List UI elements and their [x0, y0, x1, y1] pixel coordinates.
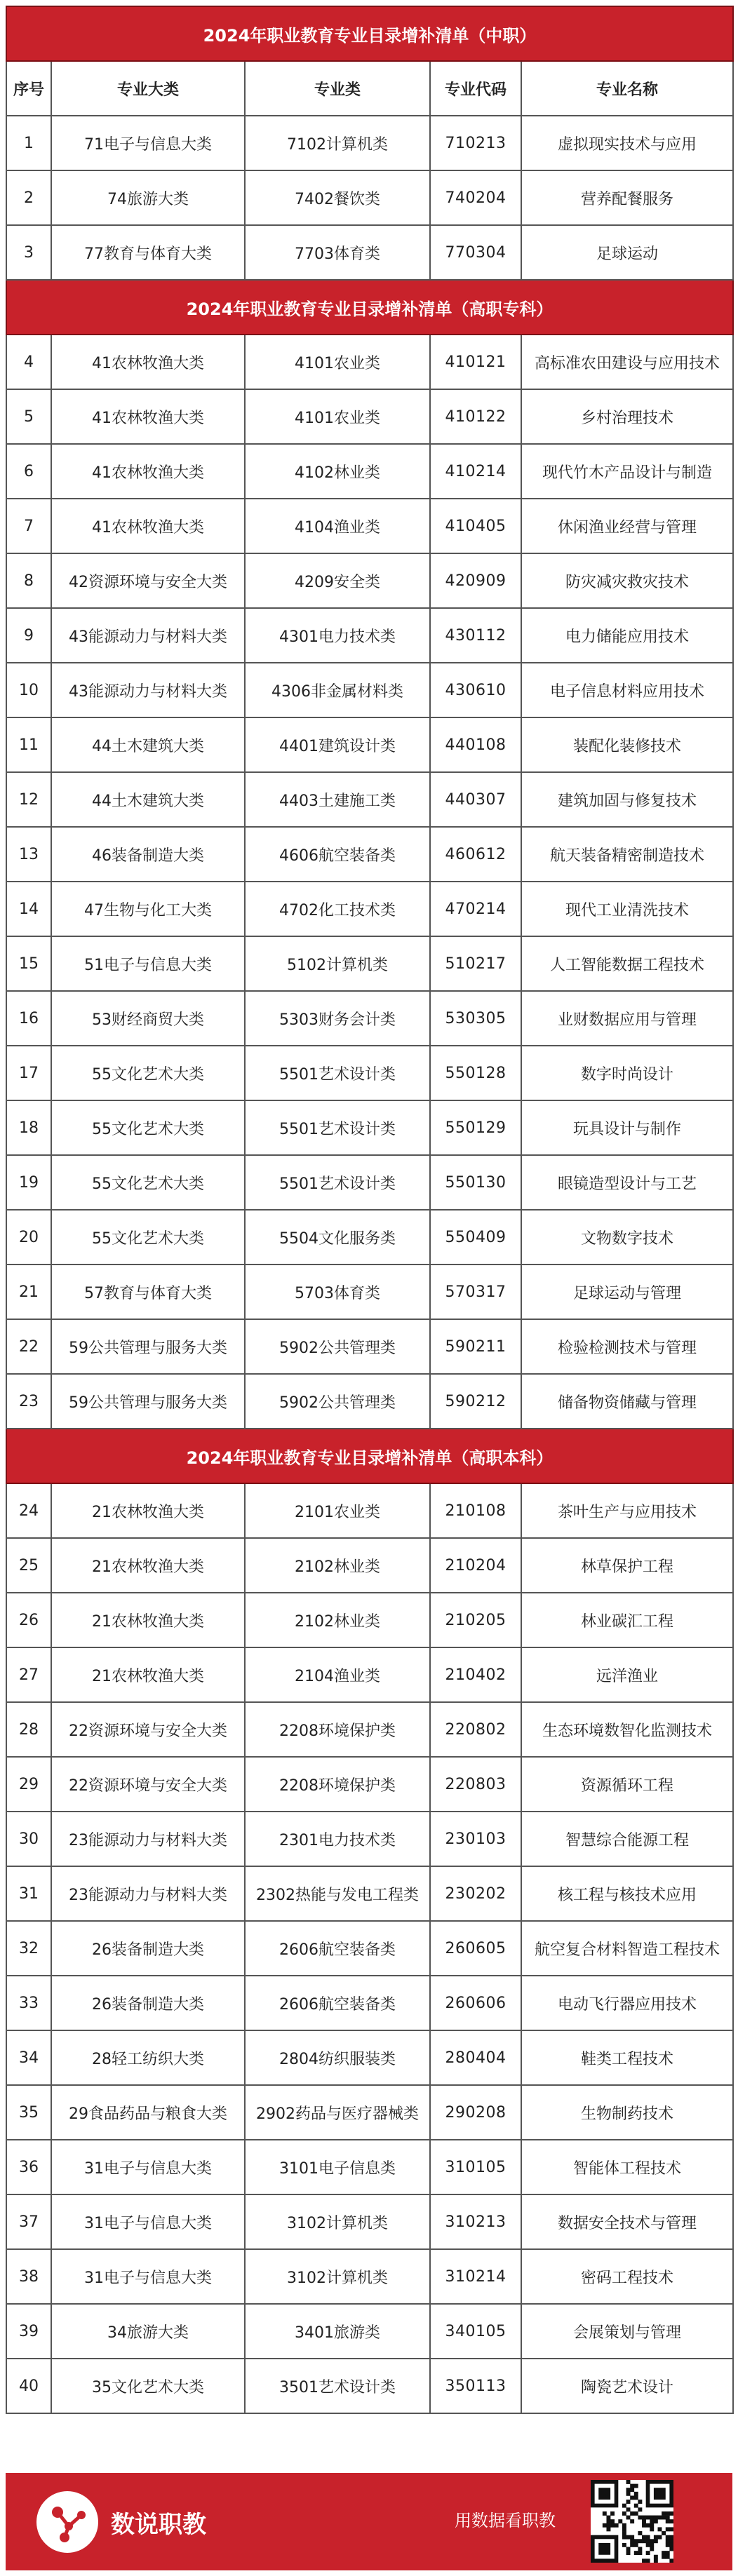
- row-index-cell: 33: [6, 1976, 51, 2030]
- molecule-logo-icon: [36, 2491, 98, 2553]
- row-index-cell: 27: [6, 1647, 51, 1702]
- category-cell: 55文化艺术大类: [51, 1155, 245, 1210]
- subcategory-cell: 3102计算机类: [245, 2194, 430, 2249]
- category-cell: 23能源动力与材料大类: [51, 1866, 245, 1921]
- category-cell: 29食品药品与粮食大类: [51, 2085, 245, 2140]
- category-cell: 43能源动力与材料大类: [51, 608, 245, 663]
- major-code-cell: 510217: [430, 936, 521, 991]
- subcategory-cell: 5501艺术设计类: [245, 1155, 430, 1210]
- table-row: [6, 1538, 733, 1593]
- row-index-cell: 28: [6, 1702, 51, 1757]
- subcategory-cell: 4101农业类: [245, 389, 430, 444]
- major-code-cell: 470214: [430, 882, 521, 936]
- subcategory-cell: 4102林业类: [245, 444, 430, 499]
- major-name-cell: 业财数据应用与管理: [521, 991, 733, 1046]
- row-index-cell: 18: [6, 1100, 51, 1155]
- table-row: [6, 1155, 733, 1210]
- major-code-cell: 220802: [430, 1702, 521, 1757]
- subcategory-cell: 5902公共管理类: [245, 1319, 430, 1374]
- row-index-cell: 35: [6, 2085, 51, 2140]
- table-row: [6, 2085, 733, 2140]
- major-code-cell: 410121: [430, 335, 521, 389]
- subcategory-cell: 5501艺术设计类: [245, 1046, 430, 1100]
- row-index-cell: 17: [6, 1046, 51, 1100]
- table-row: [6, 1921, 733, 1976]
- row-index-cell: 3: [6, 225, 51, 280]
- major-name-cell: 远洋渔业: [521, 1647, 733, 1702]
- category-cell: 26装备制造大类: [51, 1921, 245, 1976]
- row-index-cell: 34: [6, 2030, 51, 2085]
- section-title: 2024年职业教育专业目录增补清单（高职本科）: [6, 1429, 733, 1483]
- subcategory-cell: 5303财务会计类: [245, 991, 430, 1046]
- subcategory-cell: 7402餐饮类: [245, 170, 430, 225]
- category-cell: 26装备制造大类: [51, 1976, 245, 2030]
- row-index-cell: 1: [6, 116, 51, 170]
- table-row: [6, 608, 733, 663]
- major-name-cell: 现代工业清洗技术: [521, 882, 733, 936]
- row-index-cell: 38: [6, 2249, 51, 2304]
- major-name-cell: 生物制药技术: [521, 2085, 733, 2140]
- section-title: 2024年职业教育专业目录增补清单（中职）: [6, 6, 733, 61]
- row-index-cell: 21: [6, 1265, 51, 1319]
- row-index-cell: 8: [6, 553, 51, 608]
- subcategory-cell: 2804纺织服装类: [245, 2030, 430, 2085]
- category-cell: 55文化艺术大类: [51, 1100, 245, 1155]
- major-code-cell: 550129: [430, 1100, 521, 1155]
- category-cell: 31电子与信息大类: [51, 2140, 245, 2194]
- major-code-cell: 740204: [430, 170, 521, 225]
- row-index-cell: 7: [6, 499, 51, 553]
- major-name-cell: 数据安全技术与管理: [521, 2194, 733, 2249]
- category-cell: 31电子与信息大类: [51, 2194, 245, 2249]
- category-cell: 55文化艺术大类: [51, 1046, 245, 1100]
- major-code-cell: 440307: [430, 772, 521, 827]
- category-cell: 41农林牧渔大类: [51, 335, 245, 389]
- table-row: [6, 116, 733, 170]
- row-index-cell: 30: [6, 1812, 51, 1866]
- major-code-cell: 350113: [430, 2359, 521, 2413]
- subcategory-cell: 4403土建施工类: [245, 772, 430, 827]
- major-code-cell: 340105: [430, 2304, 521, 2359]
- row-index-cell: 37: [6, 2194, 51, 2249]
- table-row: [6, 827, 733, 882]
- row-index-cell: 25: [6, 1538, 51, 1593]
- subcategory-cell: 5703体育类: [245, 1265, 430, 1319]
- major-code-cell: 260606: [430, 1976, 521, 2030]
- category-cell: 21农林牧渔大类: [51, 1483, 245, 1538]
- column-header: 专业类: [245, 61, 430, 116]
- table-row: [6, 2140, 733, 2194]
- major-code-cell: 590211: [430, 1319, 521, 1374]
- category-cell: 51电子与信息大类: [51, 936, 245, 991]
- category-cell: 57教育与体育大类: [51, 1265, 245, 1319]
- row-index-cell: 11: [6, 717, 51, 772]
- table-row: [6, 991, 733, 1046]
- row-index-cell: 10: [6, 663, 51, 717]
- row-index-cell: 39: [6, 2304, 51, 2359]
- subcategory-cell: 2104渔业类: [245, 1647, 430, 1702]
- major-catalog-table: [6, 6, 734, 2414]
- subcategory-cell: 3401旅游类: [245, 2304, 430, 2359]
- major-name-cell: 智能体工程技术: [521, 2140, 733, 2194]
- category-cell: 44土木建筑大类: [51, 717, 245, 772]
- brand-name: 数说职教: [111, 2511, 206, 2539]
- row-index-cell: 23: [6, 1374, 51, 1429]
- major-name-cell: 人工智能数据工程技术: [521, 936, 733, 991]
- major-code-cell: 550128: [430, 1046, 521, 1100]
- major-name-cell: 文物数字技术: [521, 1210, 733, 1265]
- major-name-cell: 电子信息材料应用技术: [521, 663, 733, 717]
- category-cell: 22资源环境与安全大类: [51, 1702, 245, 1757]
- section-title: 2024年职业教育专业目录增补清单（高职专科）: [6, 280, 733, 335]
- major-name-cell: 林草保护工程: [521, 1538, 733, 1593]
- subcategory-cell: 4702化工技术类: [245, 882, 430, 936]
- major-name-cell: 会展策划与管理: [521, 2304, 733, 2359]
- subcategory-cell: 3101电子信息类: [245, 2140, 430, 2194]
- table-row: [6, 2359, 733, 2413]
- table-row: [6, 1319, 733, 1374]
- subcategory-cell: 4306非金属材料类: [245, 663, 430, 717]
- table-row: [6, 717, 733, 772]
- section-title-row: [6, 6, 733, 61]
- major-name-cell: 陶瓷艺术设计: [521, 2359, 733, 2413]
- major-name-cell: 航空复合材料智造工程技术: [521, 1921, 733, 1976]
- category-cell: 35文化艺术大类: [51, 2359, 245, 2413]
- subcategory-cell: 5902公共管理类: [245, 1374, 430, 1429]
- table-row: [6, 1100, 733, 1155]
- row-index-cell: 24: [6, 1483, 51, 1538]
- table-row: [6, 1265, 733, 1319]
- subcategory-cell: 2606航空装备类: [245, 1921, 430, 1976]
- major-code-cell: 770304: [430, 225, 521, 280]
- subcategory-cell: 3501艺术设计类: [245, 2359, 430, 2413]
- subcategory-cell: 2302热能与发电工程类: [245, 1866, 430, 1921]
- major-code-cell: 280404: [430, 2030, 521, 2085]
- table-row: [6, 663, 733, 717]
- table-row: [6, 225, 733, 280]
- major-code-cell: 260605: [430, 1921, 521, 1976]
- major-name-cell: 资源循环工程: [521, 1757, 733, 1812]
- category-cell: 41农林牧渔大类: [51, 444, 245, 499]
- major-name-cell: 建筑加固与修复技术: [521, 772, 733, 827]
- table-row: [6, 1593, 733, 1647]
- subcategory-cell: 2102林业类: [245, 1538, 430, 1593]
- major-code-cell: 530305: [430, 991, 521, 1046]
- row-index-cell: 31: [6, 1866, 51, 1921]
- major-name-cell: 防灾减灾救灾技术: [521, 553, 733, 608]
- major-name-cell: 电力储能应用技术: [521, 608, 733, 663]
- major-name-cell: 智慧综合能源工程: [521, 1812, 733, 1866]
- row-index-cell: 40: [6, 2359, 51, 2413]
- table-row: [6, 1210, 733, 1265]
- category-cell: 71电子与信息大类: [51, 116, 245, 170]
- category-cell: 21农林牧渔大类: [51, 1538, 245, 1593]
- major-code-cell: 710213: [430, 116, 521, 170]
- table-row: [6, 1976, 733, 2030]
- category-cell: 21农林牧渔大类: [51, 1593, 245, 1647]
- category-cell: 44土木建筑大类: [51, 772, 245, 827]
- section-title-row: [6, 1429, 733, 1483]
- subcategory-cell: 4606航空装备类: [245, 827, 430, 882]
- major-name-cell: 足球运动: [521, 225, 733, 280]
- major-code-cell: 210108: [430, 1483, 521, 1538]
- category-cell: 59公共管理与服务大类: [51, 1319, 245, 1374]
- major-name-cell: 核工程与核技术应用: [521, 1866, 733, 1921]
- table-row: [6, 772, 733, 827]
- column-header: 专业大类: [51, 61, 245, 116]
- table-row: [6, 2030, 733, 2085]
- column-header: 专业名称: [521, 61, 733, 116]
- table-row: [6, 2194, 733, 2249]
- major-name-cell: 高标准农田建设与应用技术: [521, 335, 733, 389]
- subcategory-cell: 5504文化服务类: [245, 1210, 430, 1265]
- major-name-cell: 乡村治理技术: [521, 389, 733, 444]
- subcategory-cell: 4101农业类: [245, 335, 430, 389]
- subcategory-cell: 4209安全类: [245, 553, 430, 608]
- major-name-cell: 现代竹木产品设计与制造: [521, 444, 733, 499]
- row-index-cell: 29: [6, 1757, 51, 1812]
- table-row: [6, 170, 733, 225]
- category-cell: 47生物与化工大类: [51, 882, 245, 936]
- qr-code-icon: [591, 2480, 673, 2563]
- row-index-cell: 4: [6, 335, 51, 389]
- major-code-cell: 230202: [430, 1866, 521, 1921]
- subcategory-cell: 2902药品与医疗器械类: [245, 2085, 430, 2140]
- major-code-cell: 460612: [430, 827, 521, 882]
- table-row: [6, 882, 733, 936]
- category-cell: 34旅游大类: [51, 2304, 245, 2359]
- footer-banner: [6, 2473, 732, 2570]
- category-cell: 41农林牧渔大类: [51, 499, 245, 553]
- subcategory-cell: 4401建筑设计类: [245, 717, 430, 772]
- table-row: [6, 2249, 733, 2304]
- major-name-cell: 生态环境数智化监测技术: [521, 1702, 733, 1757]
- major-code-cell: 230103: [430, 1812, 521, 1866]
- row-index-cell: 20: [6, 1210, 51, 1265]
- subcategory-cell: 4301电力技术类: [245, 608, 430, 663]
- major-code-cell: 570317: [430, 1265, 521, 1319]
- major-name-cell: 玩具设计与制作: [521, 1100, 733, 1155]
- table-row: [6, 1046, 733, 1100]
- major-name-cell: 装配化装修技术: [521, 717, 733, 772]
- major-code-cell: 410405: [430, 499, 521, 553]
- major-code-cell: 410122: [430, 389, 521, 444]
- major-name-cell: 足球运动与管理: [521, 1265, 733, 1319]
- major-code-cell: 210402: [430, 1647, 521, 1702]
- row-index-cell: 2: [6, 170, 51, 225]
- major-code-cell: 290208: [430, 2085, 521, 2140]
- subcategory-cell: 5102计算机类: [245, 936, 430, 991]
- category-cell: 77教育与体育大类: [51, 225, 245, 280]
- subcategory-cell: 2101农业类: [245, 1483, 430, 1538]
- category-cell: 42资源环境与安全大类: [51, 553, 245, 608]
- column-header: 专业代码: [430, 61, 521, 116]
- row-index-cell: 9: [6, 608, 51, 663]
- category-cell: 46装备制造大类: [51, 827, 245, 882]
- major-name-cell: 航天装备精密制造技术: [521, 827, 733, 882]
- major-code-cell: 430610: [430, 663, 521, 717]
- major-code-cell: 430112: [430, 608, 521, 663]
- category-cell: 31电子与信息大类: [51, 2249, 245, 2304]
- major-name-cell: 密码工程技术: [521, 2249, 733, 2304]
- major-code-cell: 590212: [430, 1374, 521, 1429]
- major-name-cell: 营养配餐服务: [521, 170, 733, 225]
- major-code-cell: 550409: [430, 1210, 521, 1265]
- row-index-cell: 36: [6, 2140, 51, 2194]
- major-name-cell: 休闲渔业经营与管理: [521, 499, 733, 553]
- major-name-cell: 数字时尚设计: [521, 1046, 733, 1100]
- subcategory-cell: 3102计算机类: [245, 2249, 430, 2304]
- category-cell: 21农林牧渔大类: [51, 1647, 245, 1702]
- major-code-cell: 220803: [430, 1757, 521, 1812]
- category-cell: 28轻工纺织大类: [51, 2030, 245, 2085]
- row-index-cell: 16: [6, 991, 51, 1046]
- subcategory-cell: 7703体育类: [245, 225, 430, 280]
- major-code-cell: 210204: [430, 1538, 521, 1593]
- major-name-cell: 电动飞行器应用技术: [521, 1976, 733, 2030]
- row-index-cell: 5: [6, 389, 51, 444]
- category-cell: 53财经商贸大类: [51, 991, 245, 1046]
- row-index-cell: 13: [6, 827, 51, 882]
- major-code-cell: 410214: [430, 444, 521, 499]
- row-index-cell: 26: [6, 1593, 51, 1647]
- subcategory-cell: 2301电力技术类: [245, 1812, 430, 1866]
- category-cell: 22资源环境与安全大类: [51, 1757, 245, 1812]
- major-code-cell: 210205: [430, 1593, 521, 1647]
- column-header-row: [6, 61, 733, 116]
- row-index-cell: 19: [6, 1155, 51, 1210]
- row-index-cell: 15: [6, 936, 51, 991]
- major-name-cell: 鞋类工程技术: [521, 2030, 733, 2085]
- column-header: 序号: [6, 61, 51, 116]
- subcategory-cell: 2208环境保护类: [245, 1702, 430, 1757]
- table-row: [6, 335, 733, 389]
- table-row: [6, 936, 733, 991]
- table-row: [6, 1866, 733, 1921]
- brand-slogan: 用数据看职教: [455, 2511, 556, 2530]
- subcategory-cell: 5501艺术设计类: [245, 1100, 430, 1155]
- section-title-row: [6, 280, 733, 335]
- category-cell: 55文化艺术大类: [51, 1210, 245, 1265]
- table-row: [6, 2304, 733, 2359]
- category-cell: 23能源动力与材料大类: [51, 1812, 245, 1866]
- subcategory-cell: 4104渔业类: [245, 499, 430, 553]
- table-row: [6, 499, 733, 553]
- subcategory-cell: 2606航空装备类: [245, 1976, 430, 2030]
- row-index-cell: 32: [6, 1921, 51, 1976]
- table-row: [6, 444, 733, 499]
- row-index-cell: 22: [6, 1319, 51, 1374]
- table-row: [6, 1757, 733, 1812]
- subcategory-cell: 7102计算机类: [245, 116, 430, 170]
- major-name-cell: 虚拟现实技术与应用: [521, 116, 733, 170]
- row-index-cell: 6: [6, 444, 51, 499]
- major-code-cell: 420909: [430, 553, 521, 608]
- major-name-cell: 茶叶生产与应用技术: [521, 1483, 733, 1538]
- major-name-cell: 检验检测技术与管理: [521, 1319, 733, 1374]
- category-cell: 74旅游大类: [51, 170, 245, 225]
- table-row: [6, 1702, 733, 1757]
- table-row: [6, 389, 733, 444]
- major-code-cell: 310105: [430, 2140, 521, 2194]
- table-row: [6, 1812, 733, 1866]
- table-row: [6, 1374, 733, 1429]
- category-cell: 59公共管理与服务大类: [51, 1374, 245, 1429]
- major-name-cell: 储备物资储藏与管理: [521, 1374, 733, 1429]
- category-cell: 41农林牧渔大类: [51, 389, 245, 444]
- subcategory-cell: 2208环境保护类: [245, 1757, 430, 1812]
- major-code-cell: 550130: [430, 1155, 521, 1210]
- major-code-cell: 310214: [430, 2249, 521, 2304]
- table-row: [6, 1483, 733, 1538]
- major-name-cell: 眼镜造型设计与工艺: [521, 1155, 733, 1210]
- row-index-cell: 12: [6, 772, 51, 827]
- subcategory-cell: 2102林业类: [245, 1593, 430, 1647]
- major-code-cell: 440108: [430, 717, 521, 772]
- table-row: [6, 553, 733, 608]
- category-cell: 43能源动力与材料大类: [51, 663, 245, 717]
- table-row: [6, 1647, 733, 1702]
- major-code-cell: 310213: [430, 2194, 521, 2249]
- row-index-cell: 14: [6, 882, 51, 936]
- major-name-cell: 林业碳汇工程: [521, 1593, 733, 1647]
